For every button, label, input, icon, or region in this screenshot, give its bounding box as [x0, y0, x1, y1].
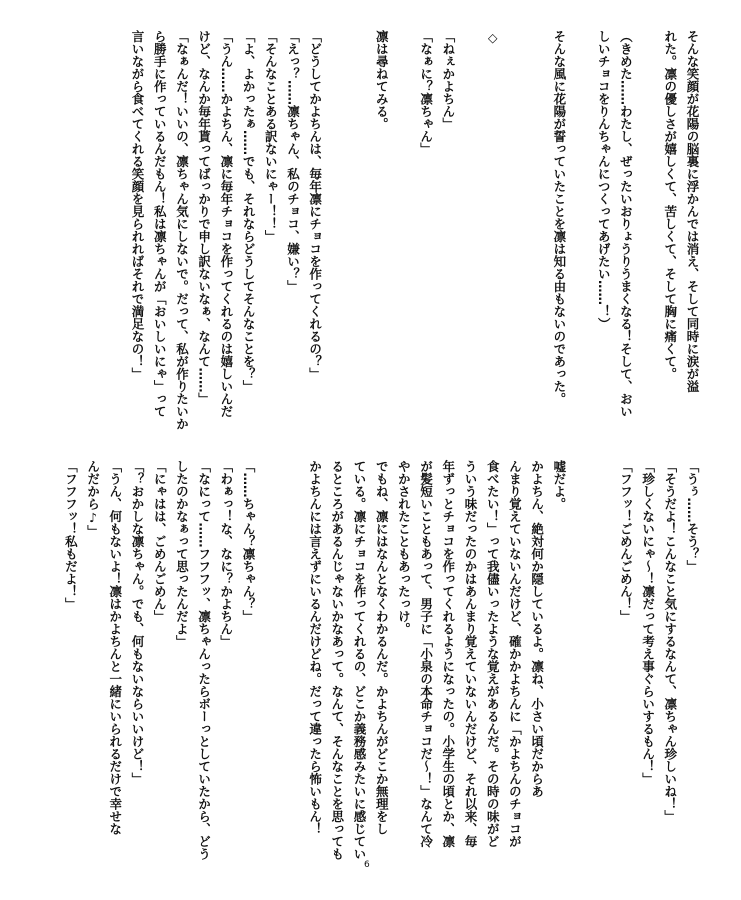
text-line: るところがあるんじゃないかなあって。なんて、そんなことを思っても — [329, 460, 345, 860]
text-line: 「うん、何もないよ！凛はかよちんと一緒にいられるだけで幸せな — [107, 460, 123, 835]
text-line: 「なぁに？凛ちゃん」 — [418, 30, 434, 155]
text-line: 「ねぇかよちん」 — [440, 30, 456, 130]
text-line: ◇ — [485, 30, 501, 45]
text-line: ている。凛にチョコを作ってくれるの、どこか義務感みたいに感じてい — [351, 460, 367, 860]
text-line: 「？おかしな凛ちゃん。でも、何もないならいいけど！」 — [129, 460, 145, 785]
text-line: 言いながら食べてくれる笑顔を見られればそれで満足なの！」 — [130, 30, 146, 380]
blank-line — [459, 30, 481, 420]
text-line: けど、なんか毎年貰ってばっかりで申し訳ないなぁ、なんて……」 — [196, 30, 212, 405]
text-line: 「なぁんだ！いいの、凛ちゃん気にしないで。だって、私が作りたいか — [174, 30, 190, 430]
blank-line — [592, 460, 614, 845]
text-line: （きめた……わたし、ぜったいおりょうりうまくなる！そして、おい — [618, 30, 634, 418]
blank-line — [348, 30, 370, 420]
text-line: 食べたい！」って我儘いったような覚えがあるんだ。その時の味がど — [485, 460, 501, 848]
text-line: ら勝手に作っているんだもん！私は凛ちゃんが「おいしいにゃ」って — [152, 30, 168, 418]
text-line: が髪短いこともあって、男子に「小泉の本命チョコだ～！」なんて冷 — [418, 460, 434, 848]
text-line: 年ずっとチョコを作ってくれるようになったの。小学生の頃とか、凛 — [440, 460, 456, 848]
text-line: そんな笑顔が花陽の脳裏に浮かんでは消え、そして同時に涙が溢 — [685, 30, 700, 393]
blank-line — [525, 30, 547, 420]
blank-line — [392, 30, 414, 420]
text-line: 「わぁっ！な、なに？かよちん」 — [218, 460, 234, 648]
text-line: かよちんには言えずにいるんだけどね。だって違ったら怖いもん！ — [307, 460, 323, 835]
text-line: 「えっ？……凛ちゃん、私のチョコ、嫌い？」 — [285, 30, 301, 293]
blank-line — [281, 460, 303, 845]
text-line: そんな風に花陽が誓っていたことを凛は知る由もないのであった。 — [551, 30, 567, 405]
text-line: 「うん……かよちん、凛に毎年チョコを作ってくれるのは嬉しいんだ — [218, 30, 234, 418]
text-column-block-upper — [38, 30, 703, 430]
text-line: 「うぅ……そう？」 — [685, 460, 700, 573]
blank-line — [636, 30, 658, 420]
text-line: 「にゃはは、ごめんごめん」 — [152, 460, 168, 623]
text-line: やかされたこともあったっけ。 — [396, 460, 412, 635]
text-line: しいチョコをりんちゃんにつくってあげたい……！） — [596, 30, 612, 330]
text-line: 「なにって……フフフッ、凛ちゃんったらボーっとしていたから、どう — [196, 460, 212, 860]
text-line: ういう味だったのかはあんまり覚えていないんだけど、それ以来、毎 — [463, 460, 478, 848]
text-line: 「どうしてかよちんは、毎年凛にチョコを作ってくれるの？」 — [307, 30, 323, 380]
blank-line — [503, 30, 525, 420]
text-line: んまり覚えていないんだけど、確かかよちんに「かよちんのチョコが — [507, 460, 523, 848]
text-line: んだから♪」 — [85, 460, 101, 538]
text-line: でもね、凛にはなんとなくわかるんだ。かよちんがどこか無理をし — [374, 460, 390, 835]
text-line: 「そんなことある訳ないにゃー！！」 — [263, 30, 279, 243]
text-line: 嘘だよ。 — [551, 460, 567, 510]
text-line: 「そうだよ！こんなこと気にするなんて、凛ちゃん珍しいね！」 — [662, 460, 678, 823]
text-line: 「フフッ！ごめんごめん！」 — [618, 460, 634, 623]
text-line: 「珍しくないにゃ～！凛だって考え事ぐらいするもん！」 — [640, 460, 656, 785]
blank-line — [259, 460, 281, 845]
text-line: れた。凛の優しさが嬉しくて、苦しくて、そして胸に痛くて。 — [662, 30, 678, 380]
text-line: 「……ちゃん？凛ちゃん？」 — [241, 460, 256, 623]
blank-line — [570, 30, 592, 420]
text-line: 凛は尋ねてみる。 — [374, 30, 390, 130]
text-column-block-lower — [38, 460, 703, 860]
text-line: かよちん、絶対何か隠しているよ。凛ね、小さい頃だからあ — [529, 460, 545, 798]
text-line: 「フフフッ！私もだよ！」 — [63, 460, 79, 610]
blank-line — [570, 460, 592, 845]
text-line: したのかなぁって思ったんだよ」 — [174, 460, 190, 648]
page-number: 6 — [364, 860, 370, 870]
blank-line — [326, 30, 348, 420]
text-line: 「よ、よかったぁ……でも、それならどうしてそんなことを？」 — [241, 30, 257, 393]
